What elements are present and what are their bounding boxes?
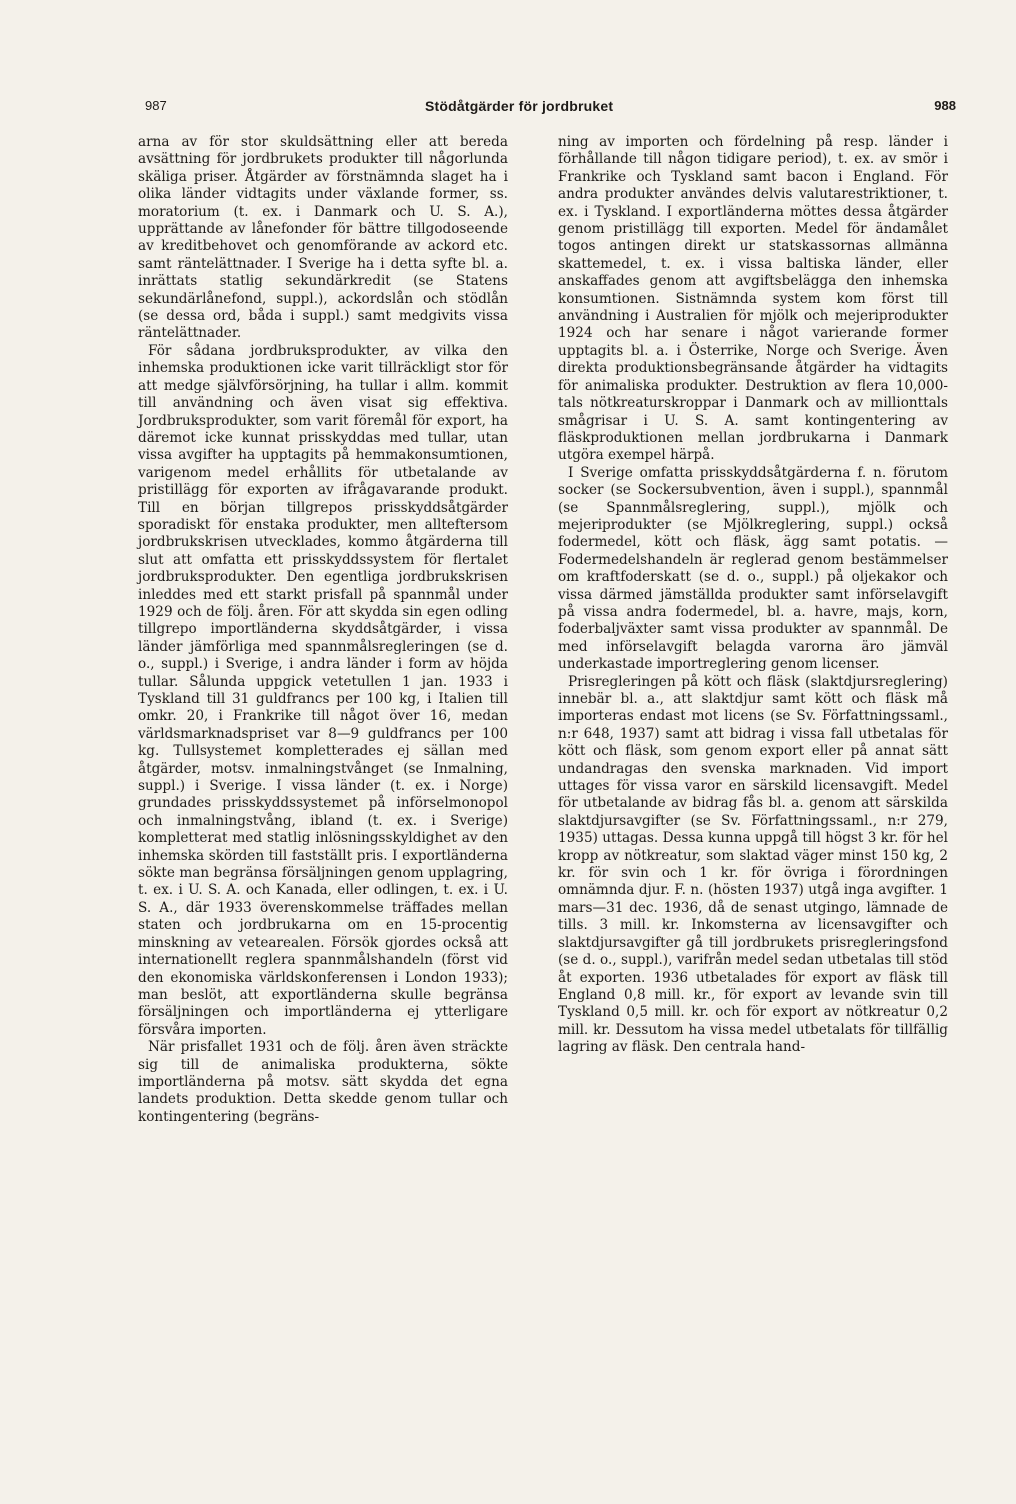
column-right [558,134,948,1057]
page-number-right: 988 [934,98,956,113]
page-header [145,98,956,124]
paragraph: Prisregleringen på kött och fläsk (slaktdjursreglering) innebär bl. a., att slaktdjur samt kött och fläsk må importeras endast mot licens (se Sv. Författningssaml., n:r 648, 1937) samt att bidrag i vissa fall utbetalas för kött och fläsk, som genom export eller på annat sätt undandragas den svenska marknaden. Vid import uttages för vissa varor en särskild licensavgift. Medel för utbetalande av bidrag fås bl. a. genom att särskilda slaktdjursavgifter (se Sv. Författningssaml., n:r 279, 1935) uttagas. Dessa kunna uppgå till högst 3 kr. för hel kropp av nötkreatur, som slaktad väger minst 150 kg, 2 kr. för svin och 1 kr. för övriga i förordningen omnämnda djur. F. n. (hösten 1937) utgå inga avgifter. 1 mars—31 dec. 1936, då de senast utgingo, lämnade de tills. 3 mill. kr. Inkomsterna av licensavgifter och slaktdjursavgifter gå till jordbrukets prisregleringsfond (se d. o., suppl.), varifrån medel sedan utbetalas till stöd åt exporten. 1936 utbetalades för export av fläsk till England 0,8 mill. kr., för export av levande svin till Tyskland 0,5 mill. kr. och för export av nötkreatur 0,2 mill. kr. Dessutom ha vissa medel utbetalats för tillfällig lagring av fläsk. Den centrala hand- [558,673,948,1056]
paragraph: När prisfallet 1931 och de följ. åren även sträckte sig till de animaliska produkterna, sökte importländerna på motsv. sätt skydda det egna landets produktion. Detta skedde genom tullar och kontingentering (begräns- [138,1039,508,1125]
paragraph: ning av importen och fördelning på resp. länder i förhållande till någon tidigare period), t. ex. av smör i Frankrike och Tyskland samt bacon i England. För andra produkter användes delvis valutarestriktioner, t. ex. i Tyskland. I exportländerna möttes dessa åtgärder genom pristillägg till exporten. Medel för ändamålet togos antingen direkt ur statskassornas allmänna skattemedel, t. ex. i vissa baltiska länder, eller anskaffades genom att avgiftsbelägga den inhemska konsumtionen. Sistnämnda system kom först till användning i Australien för mjölk och mejeriprodukter 1924 och har senare i något varierande former upptagits bl. a. i Österrike, Norge och Sverige. Även direkta produktionsbegränsande åtgärder ha vidtagits för animaliska produkter. Destruktion av flera 10,000-tals nötkreaturskroppar i Danmark och av millionttals smågrisar i U. S. A. samt kontingentering av fläskproduktionen mellan jordbrukarna i Danmark utgöra exempel härpå. [558,134,948,464]
running-title: Stödåtgärder för jordbruket [425,98,614,114]
paragraph: I Sverige omfatta prisskyddsåtgärderna f. n. förutom socker (se Sockersubvention, även i suppl.), spannmål (se Spannmålsreglering, suppl.), mjölk och mejeriprodukter (se Mjölkreglering, suppl.) också fodermedel, kött och fläsk, ägg samt potatis. — Fodermedelshandeln är reglerad genom bestämmelser om kraftfoderskatt (se d. o., suppl.) på oljekakor och vissa därmed jämställda produkter samt införselavgift på vissa andra fodermedel, bl. a. havre, majs, korn, foderbaljväxter samt vissa produkter av spannmål. De med införselavgift belagda varorna äro jämväl underkastade importreglering genom licenser. [558,464,948,673]
paragraph: För sådana jordbruksprodukter, av vilka den inhemska produktionen icke varit tillräckligt stor för att medge självförsörjning, ha tullar i allm. kommit till användning och även visat sig effektiva. Jordbruksprodukter, som varit föremål för export, ha däremot icke kunnat prisskyddas med tullar, utan vissa avgifter ha upptagits på hemmakonsumtionen, varigenom medel erhållits för utbetalande av pristillägg för exporten av ifrågavarande produkt. Till en början tillgrepos prisskyddsåtgärder sporadiskt för enstaka produkter, men allteftersom jordbrukskrisen utvecklades, kommo åtgärderna till slut att omfatta ett prisskyddssystem för flertalet jordbruksprodukter. Den egentliga jordbrukskrisen inleddes med ett starkt prisfall på spannmål under 1929 och de följ. åren. För att skydda sin egen odling tillgrepo importländerna skyddsåtgärder, i vissa länder jämförliga med spannmålsregleringen (se d. o., suppl.) i Sverige, i andra länder i form av höjda tullar. Sålunda uppgick vetetullen 1 jan. 1933 i Tyskland till 31 guldfrancs per 100 kg, i Italien till omkr. 20, i Frankrike till något över 16, medan världsmarknadspriset var 8—9 guldfrancs per 100 kg. Tullsystemet kompletterades ej sällan med åtgärder, motsv. inmalningstvånget (se Inmalning, suppl.) i Sverige. I vissa länder (t. ex. i Norge) grundades prisskyddssystemet på införselmonopol och inmalningstvång, ibland (t. ex. i Sverige) kompletterat med statlig inlösningsskyldighet av den inhemska skörden till fastställt pris. I exportländerna sökte man begränsa försäljningen genom upplagring, t. ex. i U. S. A. och Kanada, eller odlingen, t. ex. i U. S. A., där 1933 överenskommelse träffades mellan staten och jordbrukarna om en 15-procentig minskning av vetearealen. Försök gjordes också att internationellt reglera spannmålshandeln (först vid den ekonomiska världskonferensen i London 1933); man beslöt, att exportländerna skulle begränsa försäljningen och importländerna ej ytterligare försvåra importen. [138,342,508,1038]
page-number-left: 987 [145,98,167,113]
paragraph: arna av för stor skuldsättning eller att bereda avsättning för jordbrukets produkter till någorlunda skäliga priser. Åtgärder av förstnämnda slaget ha i olika länder vidtagits under växlande former, ss. moratorium (t. ex. i Danmark och U. S. A.), upprättande av lånefonder för bättre tillgodoseende av kreditbehovet och genomförande av ackord etc. samt räntelättnader. I Sverige ha i detta syfte bl. a. inrättats statlig sekundärkredit (se Statens sekundärlånefond, suppl.), ackordslån och stödlån (se dessa ord, båda i suppl.) samt medgivits vissa räntelättnader. [138,134,508,342]
column-left [138,134,508,1126]
